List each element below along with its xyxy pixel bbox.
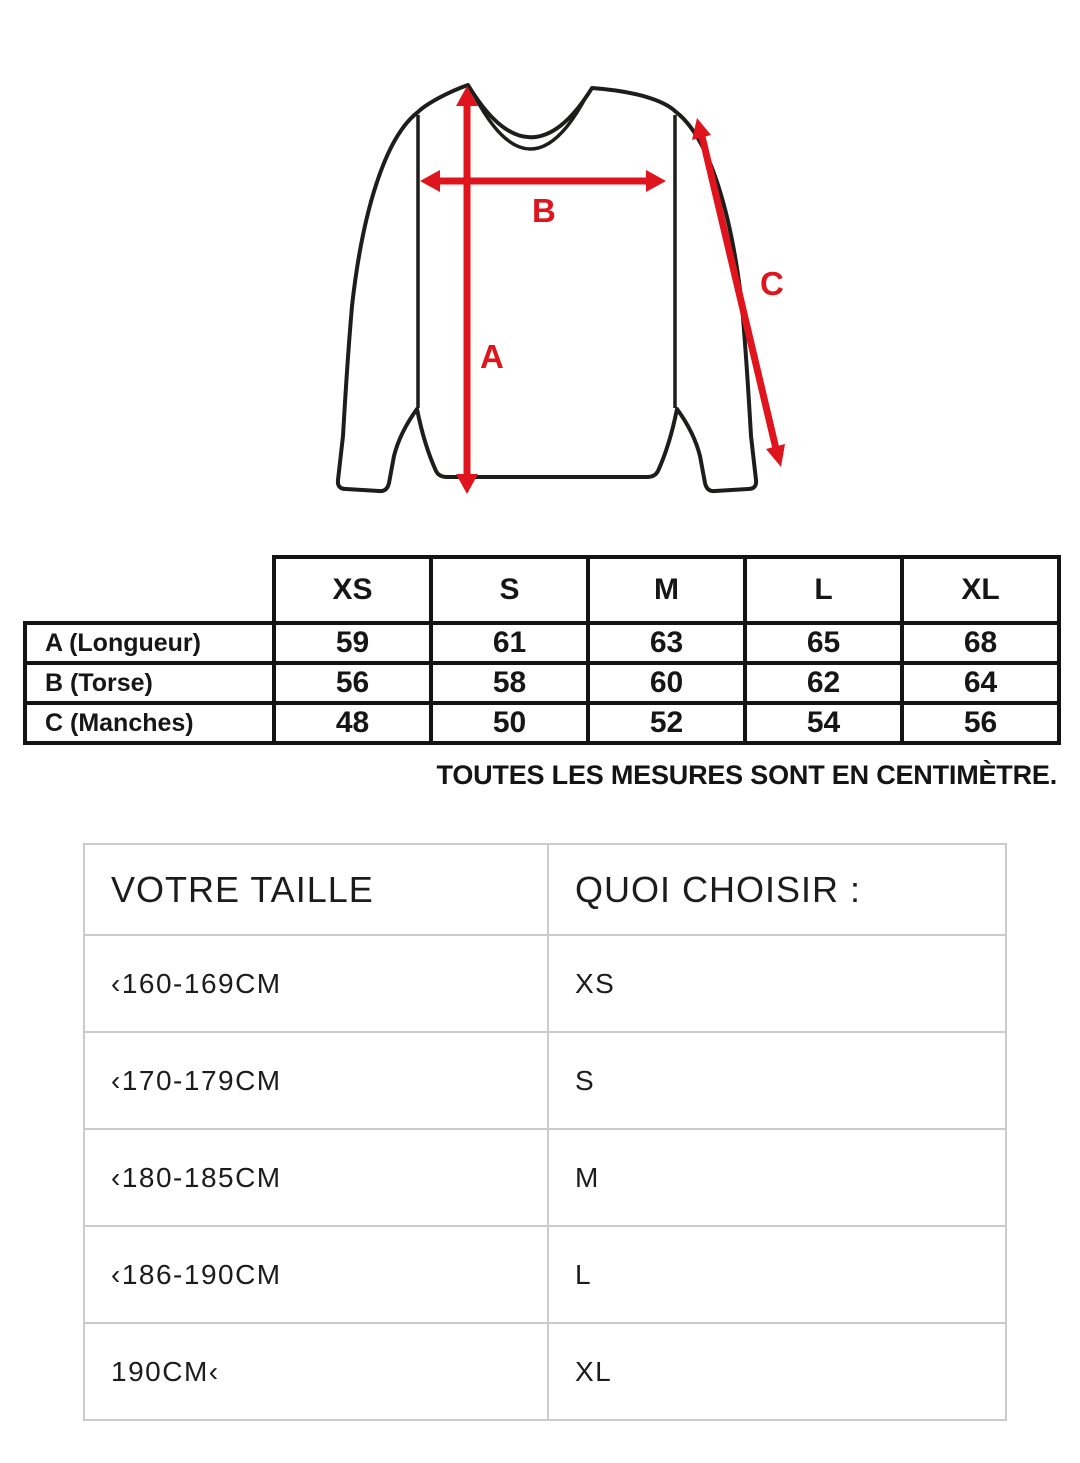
measure-value: 54 — [745, 703, 902, 743]
fit-row-xl — [84, 1323, 1006, 1420]
fit-row-m — [84, 1129, 1006, 1226]
table-row-chest — [25, 663, 1059, 703]
arrow-c-label: C — [760, 265, 785, 302]
corner-cell — [25, 557, 274, 623]
units-note: TOUTES LES MESURES SONT EN CENTIMÈTRE. — [436, 760, 1057, 790]
height-range: ‹186-190CM — [84, 1226, 548, 1323]
measure-value: 48 — [274, 703, 431, 743]
recommended-size: XS — [548, 935, 1006, 1032]
measure-value: 62 — [745, 663, 902, 703]
table-row-sleeves — [25, 703, 1059, 743]
recommended-size: M — [548, 1129, 1006, 1226]
size-column-header-m: M — [588, 557, 745, 623]
measure-value: 52 — [588, 703, 745, 743]
measure-value: 59 — [274, 623, 431, 663]
height-range: ‹180-185CM — [84, 1129, 548, 1226]
measure-row-label: A (Longueur) — [25, 623, 274, 663]
table-row-length — [25, 623, 1059, 663]
measure-value: 56 — [274, 663, 431, 703]
height-range: ‹160-169CM — [84, 935, 548, 1032]
measure-value: 68 — [902, 623, 1059, 663]
recommended-size: L — [548, 1226, 1006, 1323]
measure-value: 50 — [431, 703, 588, 743]
what-to-choose-header: QUOI CHOISIR : — [548, 844, 1006, 935]
arrow-c-head-top — [692, 118, 711, 140]
fit-row-xs — [84, 935, 1006, 1032]
size-column-header-l: L — [745, 557, 902, 623]
sweater-diagram — [320, 58, 810, 513]
height-range: ‹170-179CM — [84, 1032, 548, 1129]
measure-value: 60 — [588, 663, 745, 703]
measure-value: 65 — [745, 623, 902, 663]
height-range: 190CM‹ — [84, 1323, 548, 1420]
measure-value: 56 — [902, 703, 1059, 743]
size-column-header-s: S — [431, 557, 588, 623]
fit-recommendation-table — [83, 843, 1007, 1421]
your-size-header: VOTRE TAILLE — [84, 844, 548, 935]
recommended-size: S — [548, 1032, 1006, 1129]
fit-row-s — [84, 1032, 1006, 1129]
fit-row-l — [84, 1226, 1006, 1323]
size-column-header-xs: XS — [274, 557, 431, 623]
arrow-a-label: A — [480, 338, 505, 375]
measure-value: 63 — [588, 623, 745, 663]
measure-value: 58 — [431, 663, 588, 703]
measure-row-label: B (Torse) — [25, 663, 274, 703]
arrow-a-head-bottom — [456, 474, 478, 494]
measure-row-label: C (Manches) — [25, 703, 274, 743]
measurements-table — [23, 555, 1061, 745]
measure-value: 61 — [431, 623, 588, 663]
arrow-c-head-bottom — [766, 444, 785, 467]
measure-value: 64 — [902, 663, 1059, 703]
size-column-header-xl: XL — [902, 557, 1059, 623]
arrow-b-label: B — [532, 192, 557, 229]
recommended-size: XL — [548, 1323, 1006, 1420]
